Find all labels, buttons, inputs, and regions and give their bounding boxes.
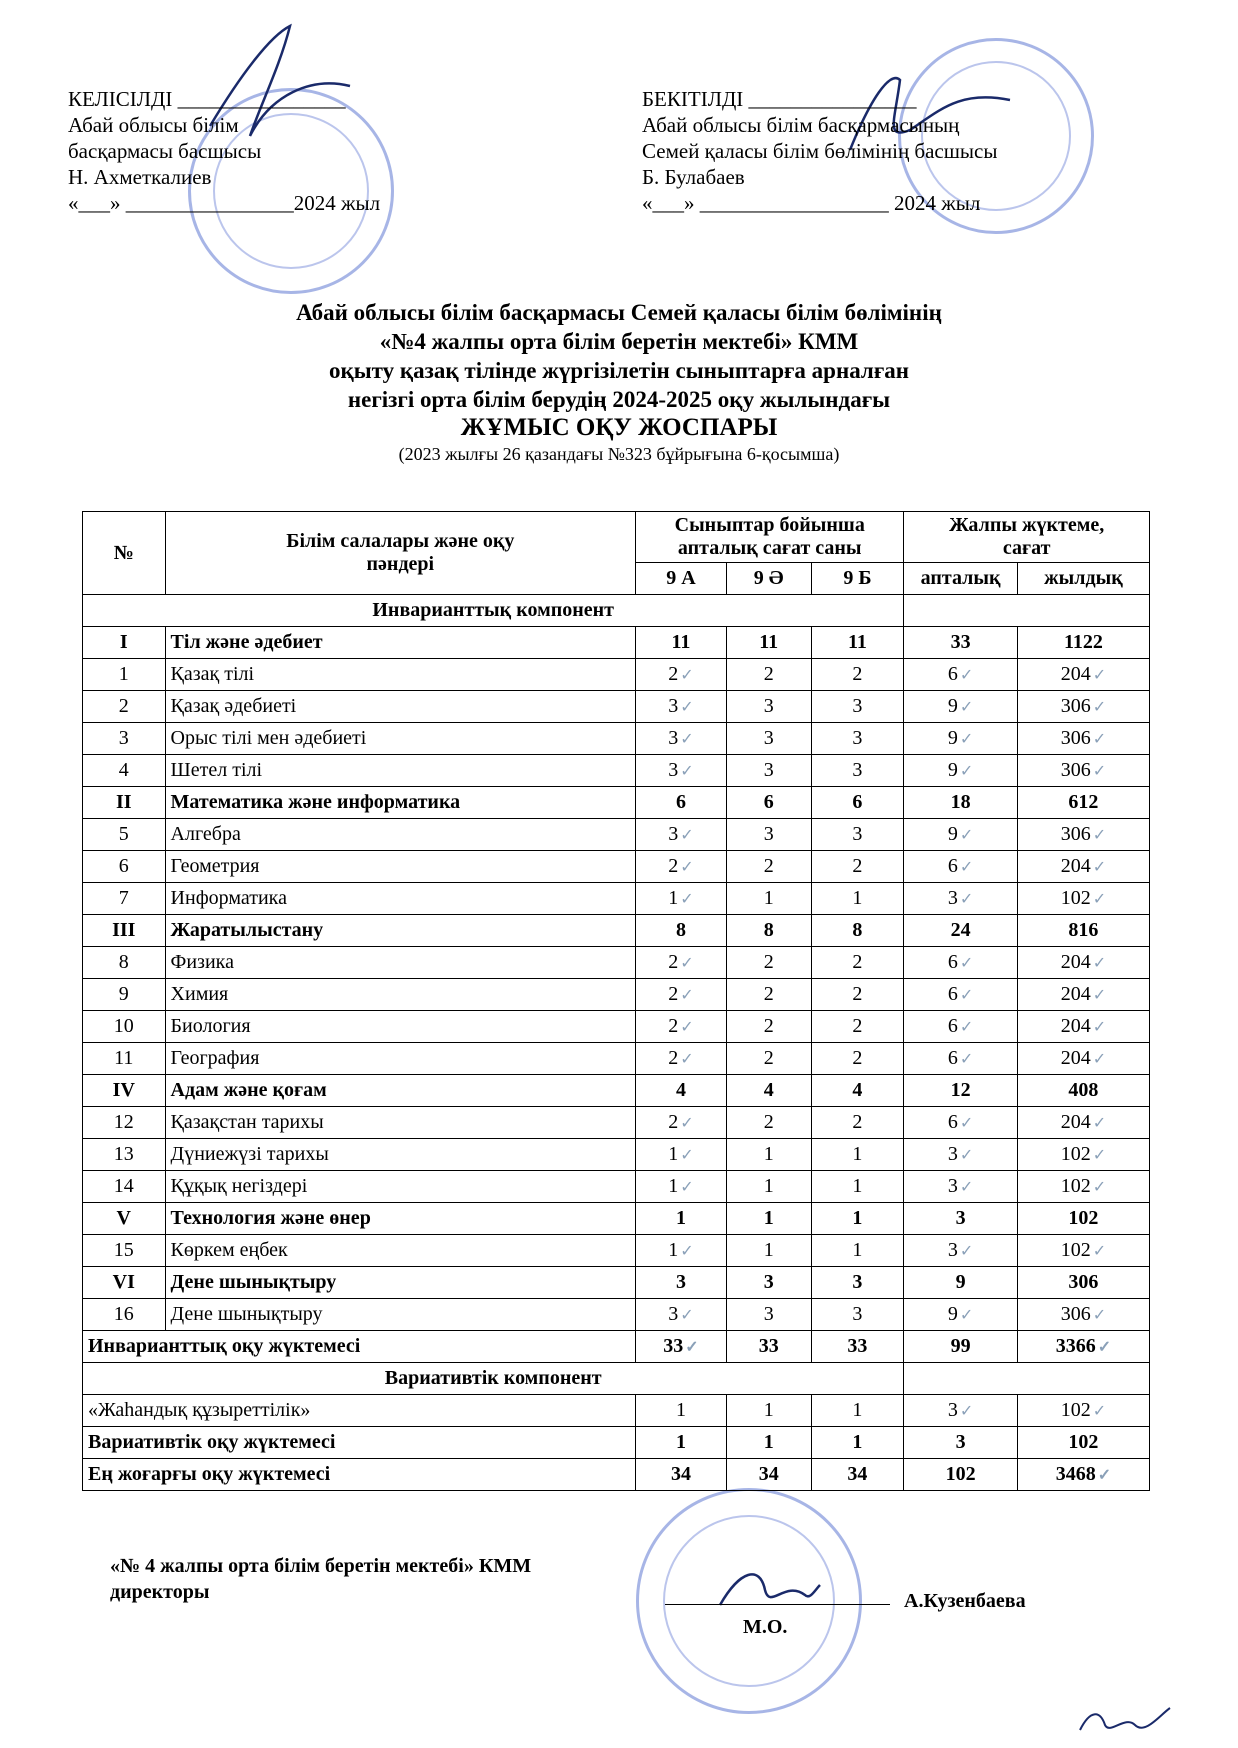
check-mark-icon: ✓ (959, 859, 974, 876)
check-mark-icon: ✓ (680, 1147, 694, 1164)
subject-name: Информатика (165, 883, 636, 915)
table-cell: 11 (811, 627, 904, 659)
table-cell: 2 (811, 947, 904, 979)
subject-name: Орыс тілі мен әдебиеті (165, 723, 636, 755)
check-mark-icon: ✓ (680, 987, 694, 1004)
table-cell: 2 (811, 851, 904, 883)
table-cell: 102 ✓ (1017, 1235, 1149, 1267)
table-cell: 33 ✓ (636, 1331, 727, 1363)
table-cell: 3 ✓ (636, 819, 727, 851)
table-cell: 6 ✓ (904, 659, 1018, 691)
table-cell: «Жаһандық құзыреттілік» (83, 1395, 636, 1427)
check-mark-icon: ✓ (1092, 1147, 1107, 1164)
table-cell: 2 (811, 1011, 904, 1043)
table-row (83, 659, 1150, 691)
table-cell: 3 ✓ (636, 723, 727, 755)
table-cell: 6 ✓ (904, 979, 1018, 1011)
table-cell: 2 ✓ (636, 1107, 727, 1139)
table-cell: 102 ✓ (1017, 1395, 1149, 1427)
table-cell: 2 (811, 1043, 904, 1075)
table-cell: 9 ✓ (904, 723, 1018, 755)
check-mark-icon: ✓ (959, 955, 974, 972)
table-cell: 2 (726, 1011, 811, 1043)
table-cell: 34 (636, 1459, 727, 1491)
subject-name: Алгебра (165, 819, 636, 851)
subject-name: Тіл және әдебиет (165, 627, 636, 659)
row-number: 2 (83, 691, 166, 723)
row-number: 4 (83, 755, 166, 787)
row-number: VI (83, 1267, 166, 1299)
table-cell: 3 ✓ (904, 1139, 1018, 1171)
table-cell: 1 ✓ (636, 1171, 727, 1203)
table-cell: 2 ✓ (636, 947, 727, 979)
curriculum-table (82, 511, 1150, 1491)
row-number: IV (83, 1075, 166, 1107)
table-cell: 102 (1017, 1427, 1149, 1459)
table-cell: 102 ✓ (1017, 1139, 1149, 1171)
check-mark-icon: ✓ (1092, 987, 1107, 1004)
check-mark-icon: ✓ (680, 667, 694, 684)
table-cell: 4 (636, 1075, 727, 1107)
row-number: 5 (83, 819, 166, 851)
table-row (83, 1043, 1150, 1075)
table-cell: 204 ✓ (1017, 1107, 1149, 1139)
subject-name: Математика және информатика (165, 787, 636, 819)
table-cell: 9 ✓ (904, 819, 1018, 851)
table-cell: 2 (726, 947, 811, 979)
row-number: 3 (83, 723, 166, 755)
subject-name: Жаратылыстану (165, 915, 636, 947)
seal-place-label: М.О. (743, 1616, 788, 1638)
table-cell: 2 ✓ (636, 1043, 727, 1075)
table-cell: 2 (811, 979, 904, 1011)
table-cell: 3 (811, 723, 904, 755)
row-number: 1 (83, 659, 166, 691)
table-row (83, 883, 1150, 915)
check-mark-icon: ✓ (1092, 1019, 1107, 1036)
check-mark-icon: ✓ (1092, 955, 1107, 972)
table-cell: 3468 ✓ (1017, 1459, 1149, 1491)
row-number: 9 (83, 979, 166, 1011)
check-mark-icon: ✓ (1092, 1179, 1107, 1196)
col-header-class: 9 А (636, 563, 727, 595)
row-number: V (83, 1203, 166, 1235)
check-mark-icon: ✓ (1092, 859, 1107, 876)
table-cell: 306 ✓ (1017, 691, 1149, 723)
table-cell: 24 (904, 915, 1018, 947)
col-header-yearly: жылдық (1017, 563, 1149, 595)
table-row (83, 1139, 1150, 1171)
check-mark-icon: ✓ (1092, 827, 1107, 844)
check-mark-icon: ✓ (1092, 891, 1107, 908)
table-row (83, 947, 1150, 979)
check-mark-icon: ✓ (959, 1019, 974, 1036)
subject-name: География (165, 1043, 636, 1075)
check-mark-icon: ✓ (1097, 1467, 1112, 1484)
document-title: ЖҰМЫС ОҚУ ЖОСПАРЫ (460, 414, 778, 441)
table-row (83, 1011, 1150, 1043)
table-row (83, 851, 1150, 883)
table-cell: 3366 ✓ (1017, 1331, 1149, 1363)
heading-line: негізгі орта білім берудің 2024-2025 оқу жылындағы (347, 387, 891, 412)
table-cell: 6 ✓ (904, 851, 1018, 883)
table-cell: 3 (811, 691, 904, 723)
check-mark-icon: ✓ (1092, 1243, 1107, 1260)
footer-org (110, 1553, 531, 1605)
table-cell: 2 (811, 1107, 904, 1139)
table-cell: 3 ✓ (904, 883, 1018, 915)
table-cell: 6 ✓ (904, 947, 1018, 979)
col-header-class: 9 Б (811, 563, 904, 595)
check-mark-icon: ✓ (959, 763, 974, 780)
table-row (83, 979, 1150, 1011)
footer-org-line: «№ 4 жалпы орта білім беретін мектебі» КММ (110, 1555, 532, 1577)
table-cell: 6 (726, 787, 811, 819)
handwritten-signature-icon (715, 1560, 825, 1620)
table-cell: 102 ✓ (1017, 883, 1149, 915)
table-cell: 33 (811, 1331, 904, 1363)
table-cell: 204 ✓ (1017, 1043, 1149, 1075)
table-cell: 11 (636, 627, 727, 659)
table-row (83, 723, 1150, 755)
table-cell: 1 (811, 1235, 904, 1267)
table-cell: 9 ✓ (904, 1299, 1018, 1331)
check-mark-icon: ✓ (680, 1307, 694, 1324)
check-mark-icon: ✓ (1092, 699, 1107, 716)
table-row (83, 1299, 1150, 1331)
check-mark-icon: ✓ (680, 891, 694, 908)
agreed-line: Абай облысы білім (68, 113, 239, 137)
subject-name: Шетел тілі (165, 755, 636, 787)
table-cell: 18 (904, 787, 1018, 819)
table-row-section (83, 1075, 1150, 1107)
document-heading (0, 298, 1238, 466)
table-cell: 3 (636, 1267, 727, 1299)
table-cell: 1 (726, 1139, 811, 1171)
check-mark-icon: ✓ (959, 1307, 974, 1324)
agreed-block (68, 86, 380, 216)
check-mark-icon: ✓ (1097, 1339, 1112, 1356)
table-cell: 2 (811, 659, 904, 691)
check-mark-icon: ✓ (959, 667, 974, 684)
table-row (83, 691, 1150, 723)
table-cell: 1 ✓ (636, 1235, 727, 1267)
check-mark-icon: ✓ (959, 891, 974, 908)
approved-line: Абай облысы білім басқармасының (642, 113, 960, 137)
table-cell: 3 (726, 755, 811, 787)
check-mark-icon: ✓ (959, 731, 974, 748)
table-row (83, 819, 1150, 851)
table-row-section (83, 915, 1150, 947)
subject-name: Дүниежүзі тарихы (165, 1139, 636, 1171)
table-cell: 102 ✓ (1017, 1171, 1149, 1203)
row-number: 12 (83, 1107, 166, 1139)
heading-line: Абай облысы білім басқармасы Семей қаласы білім бөлімінің (296, 300, 942, 325)
approved-line: Б. Булабаев (642, 165, 745, 189)
check-mark-icon: ✓ (680, 1115, 694, 1132)
row-number: 10 (83, 1011, 166, 1043)
empty-cell (904, 595, 1150, 627)
table-cell: 612 (1017, 787, 1149, 819)
check-mark-icon: ✓ (685, 1339, 699, 1356)
table-cell: 306 ✓ (1017, 819, 1149, 851)
check-mark-icon: ✓ (959, 1403, 974, 1420)
footer-org-line: директоры (110, 1581, 210, 1603)
table-cell: 1 (726, 1235, 811, 1267)
col-header-class: 9 Ә (726, 563, 811, 595)
check-mark-icon: ✓ (680, 955, 694, 972)
table-cell: 306 ✓ (1017, 723, 1149, 755)
table-cell: 204 ✓ (1017, 851, 1149, 883)
table-cell: 1 (726, 1395, 811, 1427)
table-cell: 1 (726, 1171, 811, 1203)
row-number: 16 (83, 1299, 166, 1331)
table-cell: 6 (636, 787, 727, 819)
table-cell: 1 (811, 1171, 904, 1203)
table-cell: 204 ✓ (1017, 1011, 1149, 1043)
table-cell: 3 (726, 819, 811, 851)
table-row-section (83, 1267, 1150, 1299)
check-mark-icon: ✓ (1092, 763, 1107, 780)
table-cell: 1 ✓ (636, 883, 727, 915)
check-mark-icon: ✓ (1092, 1051, 1107, 1068)
check-mark-icon: ✓ (680, 827, 694, 844)
table-cell: 3 ✓ (904, 1395, 1018, 1427)
table-cell: 204 ✓ (1017, 979, 1149, 1011)
table-row (83, 1235, 1150, 1267)
check-mark-icon: ✓ (680, 699, 694, 716)
heading-line: «№4 жалпы орта білім беретін мектебі» КММ (379, 329, 859, 354)
table-cell: 1122 (1017, 627, 1149, 659)
heading-line: оқыту қазақ тілінде жүргізілетін сыныптарға арналған (328, 358, 910, 383)
table-cell: 34 (726, 1459, 811, 1491)
table-cell: 1 (811, 883, 904, 915)
row-number: 13 (83, 1139, 166, 1171)
table-cell: 6 ✓ (904, 1011, 1018, 1043)
subject-name: Қазақ әдебиеті (165, 691, 636, 723)
check-mark-icon: ✓ (680, 1243, 694, 1260)
table-cell: 1 (726, 1203, 811, 1235)
subject-name: Технология және өнер (165, 1203, 636, 1235)
table-cell: 1 (811, 1203, 904, 1235)
subject-name: Адам және қоғам (165, 1075, 636, 1107)
table-cell: 3 (904, 1203, 1018, 1235)
table-row (83, 1171, 1150, 1203)
row-number: 11 (83, 1043, 166, 1075)
total-label: Инварианттық оқу жүктемесі (83, 1331, 636, 1363)
table-cell: 3 (726, 1299, 811, 1331)
check-mark-icon: ✓ (959, 1115, 974, 1132)
table-cell: 33 (904, 627, 1018, 659)
table-cell: 11 (726, 627, 811, 659)
table-cell: 99 (904, 1331, 1018, 1363)
col-header-num: № (83, 512, 166, 595)
table-cell: 204 ✓ (1017, 947, 1149, 979)
agreed-line: «___» ________________2024 жыл (68, 191, 381, 215)
table-cell: 3 ✓ (904, 1235, 1018, 1267)
subject-name: Дене шынықтыру (165, 1267, 636, 1299)
check-mark-icon: ✓ (680, 1051, 694, 1068)
total-label: Ең жоғарғы оқу жүктемесі (83, 1459, 636, 1491)
table-cell: 2 (726, 979, 811, 1011)
subject-name: Дене шынықтыру (165, 1299, 636, 1331)
table-row (83, 755, 1150, 787)
subject-name: Геометрия (165, 851, 636, 883)
table-cell: 34 (811, 1459, 904, 1491)
check-mark-icon: ✓ (959, 987, 974, 1004)
agreed-line: Н. Ахметкалиев (68, 165, 212, 189)
row-number: 6 (83, 851, 166, 883)
table-cell: 816 (1017, 915, 1149, 947)
table-cell: 3 ✓ (636, 1299, 727, 1331)
table-cell: 9 ✓ (904, 691, 1018, 723)
col-header-weekly: апталық (904, 563, 1018, 595)
signature-line (665, 1604, 890, 1605)
table-cell: 4 (726, 1075, 811, 1107)
check-mark-icon: ✓ (959, 699, 974, 716)
table-cell: 8 (726, 915, 811, 947)
table-cell: 9 ✓ (904, 755, 1018, 787)
table-cell: 6 ✓ (904, 1107, 1018, 1139)
table-cell: 6 (811, 787, 904, 819)
check-mark-icon: ✓ (680, 1019, 694, 1036)
table-cell: 2 (726, 1043, 811, 1075)
approved-line: «___» __________________ 2024 жыл (642, 191, 981, 215)
check-mark-icon: ✓ (959, 1147, 974, 1164)
check-mark-icon: ✓ (1092, 1403, 1107, 1420)
check-mark-icon: ✓ (680, 731, 694, 748)
table-cell: 1 (636, 1395, 727, 1427)
col-header-subject: Білім салалары және оқу пәндері (165, 512, 636, 595)
document-note: (2023 жылғы 26 қазандағы №323 бұйрығына 6-қосымша) (398, 444, 840, 464)
table-cell: 204 ✓ (1017, 659, 1149, 691)
table-cell: 2 ✓ (636, 659, 727, 691)
agreed-line: КЕЛІСІЛДІ ________________ (68, 87, 346, 111)
check-mark-icon: ✓ (680, 763, 694, 780)
check-mark-icon: ✓ (959, 1051, 974, 1068)
table-cell: 1 (811, 1427, 904, 1459)
table-cell: 3 ✓ (904, 1171, 1018, 1203)
section-label: Вариативтік компонент (83, 1363, 904, 1395)
row-number: 7 (83, 883, 166, 915)
table-cell: 3 ✓ (636, 691, 727, 723)
table-row-section (83, 627, 1150, 659)
table-cell: 3 (904, 1427, 1018, 1459)
row-number: III (83, 915, 166, 947)
check-mark-icon: ✓ (1092, 731, 1107, 748)
subject-name: Қазақ тілі (165, 659, 636, 691)
table-cell: 2 ✓ (636, 851, 727, 883)
check-mark-icon: ✓ (1092, 667, 1107, 684)
subject-name: Физика (165, 947, 636, 979)
table-cell: 102 (904, 1459, 1018, 1491)
row-number: I (83, 627, 166, 659)
table-cell: 2 (726, 851, 811, 883)
table-cell: 1 (636, 1427, 727, 1459)
table-cell: 306 (1017, 1267, 1149, 1299)
row-number: II (83, 787, 166, 819)
check-mark-icon: ✓ (959, 827, 974, 844)
agreed-line: басқармасы басшысы (68, 139, 262, 163)
col-header-total-load: Жалпы жүктеме, сағат (904, 512, 1150, 563)
table-cell: 102 (1017, 1203, 1149, 1235)
subject-name: Көркем еңбек (165, 1235, 636, 1267)
table-cell: 6 ✓ (904, 1043, 1018, 1075)
table-cell: 3 ✓ (636, 755, 727, 787)
table-cell: 3 (811, 755, 904, 787)
check-mark-icon: ✓ (1092, 1307, 1107, 1324)
subject-name: Биология (165, 1011, 636, 1043)
subject-name: Құқық негіздері (165, 1171, 636, 1203)
section-label: Инварианттық компонент (83, 595, 904, 627)
check-mark-icon: ✓ (959, 1179, 974, 1196)
table-cell: 1 ✓ (636, 1139, 727, 1171)
table-cell: 33 (726, 1331, 811, 1363)
table-cell: 306 ✓ (1017, 1299, 1149, 1331)
table-cell: 12 (904, 1075, 1018, 1107)
table-cell: 408 (1017, 1075, 1149, 1107)
table-cell: 3 (726, 691, 811, 723)
table-cell: 2 ✓ (636, 1011, 727, 1043)
table-cell: 3 (811, 819, 904, 851)
table-row (83, 1107, 1150, 1139)
subject-name: Химия (165, 979, 636, 1011)
table-cell: 3 (726, 1267, 811, 1299)
director-name: А.Кузенбаева (904, 1590, 1026, 1612)
handwritten-signature-icon (1075, 1700, 1175, 1740)
row-number: 8 (83, 947, 166, 979)
subject-name: Қазақстан тарихы (165, 1107, 636, 1139)
table-cell: 3 (811, 1267, 904, 1299)
table-cell: 8 (811, 915, 904, 947)
table-row-section (83, 787, 1150, 819)
approved-block (642, 86, 997, 216)
table-cell: 1 (726, 1427, 811, 1459)
table-cell: 1 (636, 1203, 727, 1235)
table-cell: 2 ✓ (636, 979, 727, 1011)
table-cell: 1 (811, 1139, 904, 1171)
empty-cell (904, 1363, 1150, 1395)
table-cell: 2 (726, 1107, 811, 1139)
table-cell: 9 (904, 1267, 1018, 1299)
table-cell: 3 (726, 723, 811, 755)
approved-line: БЕКІТІЛДІ ________________ (642, 87, 917, 111)
check-mark-icon: ✓ (959, 1243, 974, 1260)
row-number: 14 (83, 1171, 166, 1203)
table-row-section (83, 1203, 1150, 1235)
check-mark-icon: ✓ (680, 859, 694, 876)
total-label: Вариативтік оқу жүктемесі (83, 1427, 636, 1459)
check-mark-icon: ✓ (1092, 1115, 1107, 1132)
table-cell: 1 (726, 883, 811, 915)
table-cell: 306 ✓ (1017, 755, 1149, 787)
approved-line: Семей қаласы білім бөлімінің басшысы (642, 139, 998, 163)
row-number: 15 (83, 1235, 166, 1267)
table-cell: 2 (726, 659, 811, 691)
table-cell: 4 (811, 1075, 904, 1107)
check-mark-icon: ✓ (680, 1179, 694, 1196)
table-cell: 1 (811, 1395, 904, 1427)
table-cell: 3 (811, 1299, 904, 1331)
col-header-weekly-by-class: Сыныптар бойынша апталық сағат саны (636, 512, 904, 563)
table-cell: 8 (636, 915, 727, 947)
